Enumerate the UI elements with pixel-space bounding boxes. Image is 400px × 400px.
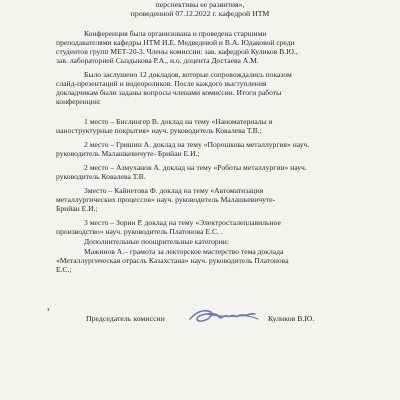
place-3a-line-3: Брийан Е.И.;	[56, 204, 98, 213]
body-line-4: зав. лабораторией Сыздыкова Р.А., и.о. доцента Достаева А.М.	[56, 56, 259, 65]
body-line-3: студентов групп МЕТ-20-3. Члены комиссии: зав. кафедрой Куликов В.Ю.,	[56, 47, 298, 56]
signature-name: Куликов В.Ю.	[268, 314, 315, 323]
header-line-1: перспективы ее развития»,	[155, 0, 245, 9]
place-2a-line-2: руководитель Малашкевичуте- Брийан Е.И.;	[56, 149, 200, 158]
place-2a-line-1: 2 место – Гришин А. доклад на тему «Порошкова металлургия» науч.	[84, 140, 310, 149]
header-line-2: проведенной 07.12.2022 г. кафедрой НТМ	[130, 9, 270, 18]
body-line-5: Было заслушено 12 докладов, которые сопровождались показом	[84, 70, 292, 79]
place-3a-line-1: 3место – Кайнетова Ф. доклад на тему «Автоматизация	[84, 186, 264, 195]
handwritten-signature	[187, 306, 263, 326]
extra-line-1: Мажинов А.– грамота за лекторское мастерство тема доклада	[84, 247, 284, 256]
signature-title: Председатель комиссии	[86, 314, 165, 323]
place-3b-line-1: 3 место – Зорин Р. доклад на тему «Электросталеплавильное	[84, 218, 281, 227]
place-1-line-2: наноструктурные покрытия» науч. руководитель Ковалева Т.В.;	[56, 126, 262, 135]
place-2b-line-1: 2 место – Азмуханов А. доклад на тему «Роботы металлургии» науч.	[84, 163, 307, 172]
extra-categories-heading: Дополнительные поощрительные категории:	[84, 237, 229, 246]
body-line-8: конференции:	[56, 97, 101, 106]
place-3b-line-2: производство» науч. руководитель Платонова Е.С. .	[56, 227, 223, 236]
extra-line-2: «Металлургическая отрасль Казахстана» науч. руководитель Платонова	[56, 256, 289, 265]
body-line-7: докладчикам были заданы вопросы членами комиссии. Итоги работы	[56, 88, 282, 97]
body-line-2: преподавателями кафедры НТМ И.Е. Медведевой и В.А. Юдаковой среди	[56, 38, 295, 47]
place-3a-line-2: металлургических процессов» науч. руководитель Малашкевичуте-	[56, 195, 276, 204]
extra-line-3: Е.С.;	[56, 265, 72, 274]
place-2b-line-2: руководитель Ковалева Т.В.	[56, 172, 146, 181]
body-line-6: слайд-презентаций и видеороликов. После каждого выступления	[56, 79, 267, 88]
body-line-1: Конференция была организована и проведена старшими	[84, 29, 267, 38]
margin-mark: з	[47, 307, 50, 313]
place-1-line-1: 1 место – Бислингер В. доклад на тему «Наноматериалы и	[84, 117, 273, 126]
